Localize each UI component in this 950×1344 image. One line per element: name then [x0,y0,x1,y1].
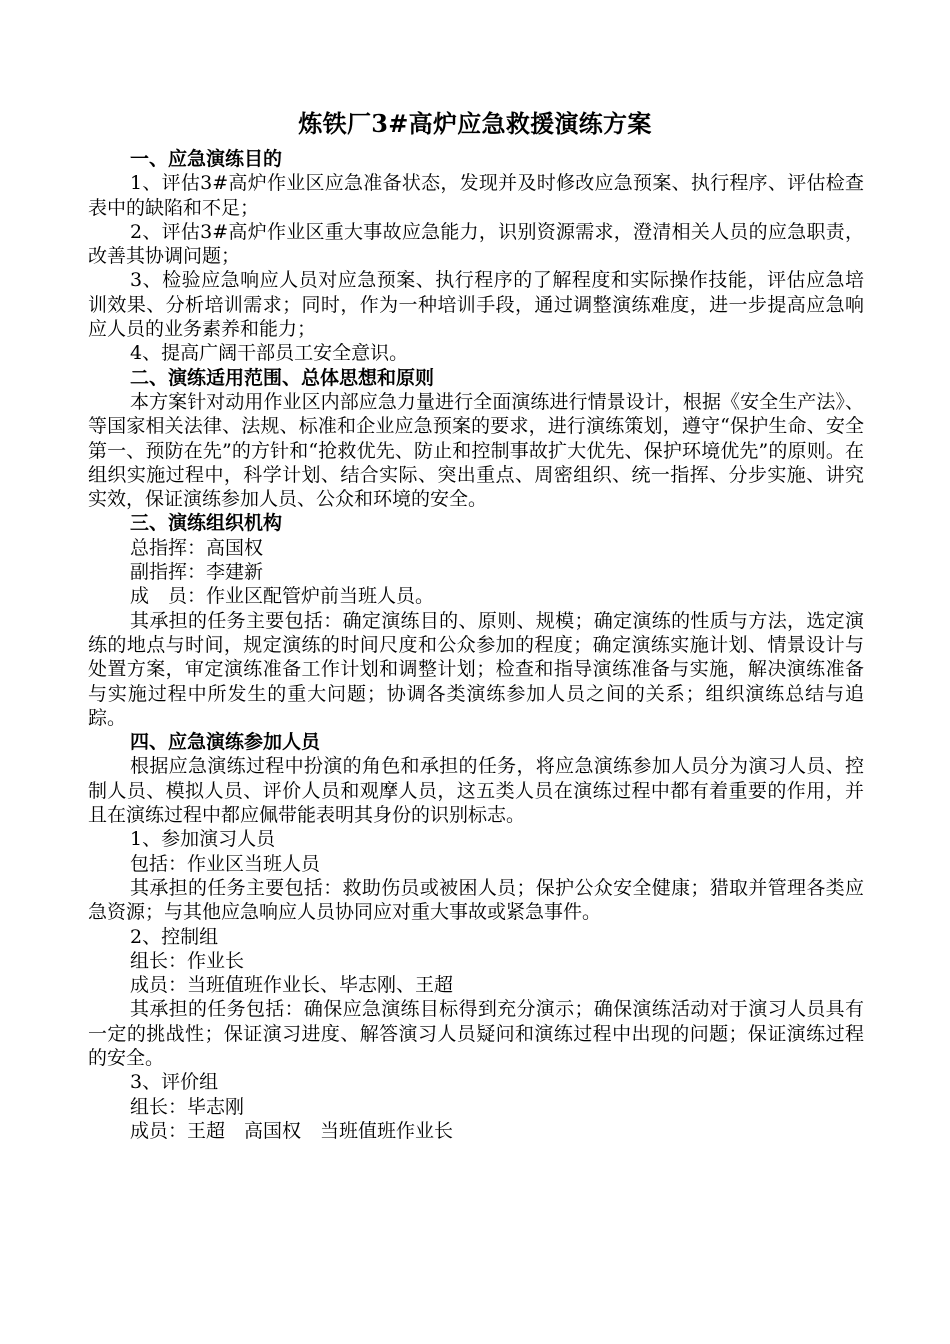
paragraph: 其承担的任务主要包括：救助伤员或被困人员；保护公众安全健康；猎取并管理各类应急资源；与其他应急响应人员协同应对重大事故或紧急事件。 [88,876,864,924]
paragraph: 2、评估3#高炉作业区重大事故应急能力，识别资源需求，澄清相关人员的应急职责，改善其协调问题； [88,220,864,268]
document-title: 炼铁厂3#高炉应急救援演练方案 [298,109,652,138]
paragraph: 副指挥：李建新 [130,561,264,584]
paragraph: 4、提高广阔干部员工安全意识。 [130,342,409,365]
paragraph: 1、评估3#高炉作业区应急准备状态，发现并及时修改应急预案、执行程序、评估检查表中的缺陷和不足； [88,172,864,219]
section-heading: 四、应急演练参加人员 [130,731,321,754]
paragraph: 包括：作业区当班人员 [130,852,321,875]
paragraph: 2、控制组 [130,925,219,948]
paragraph: 成员：当班值班作业长、毕志刚、王超 [130,974,454,997]
paragraph: 其承担的任务主要包括：确定演练目的、原则、规模；确定演练的性质与方法，选定演练的地点与时间，规定演练的时间尺度和公众参加的程度；确定演练实施计划、情景设计与处置方案，审定演练准备工作计划和调整计划；检查和指导演练准备与实施，解决演练准备与实施过程中所发生的重大问题；协调各类演练参加人员之间的关系；组织演练总结与追踪。 [88,609,864,729]
paragraph: 3、检验应急响应人员对应急预案、执行程序的了解程度和实际操作技能，评估应急培训效果、分析培训需求；同时，作为一种培训手段，通过调整演练难度，进一步提高应急响应人员的业务素养和能力； [88,269,864,341]
section-heading: 三、演练组织机构 [130,512,283,535]
paragraph: 组长：作业长 [130,949,245,972]
paragraph: 成 员：作业区配管炉前当班人员。 [130,585,435,608]
document-body [88,147,864,1143]
paragraph: 组长：毕志刚 [130,1095,245,1118]
paragraph: 根据应急演练过程中扮演的角色和承担的任务，将应急演练参加人员分为演习人员、控制人员、模拟人员、评价人员和观摩人员，这五类人员在演练过程中都有着重要的作用，并且在演练过程中都应佩带能表明其身份的识别标志。 [88,755,864,827]
paragraph: 3、评价组 [130,1071,219,1094]
paragraph: 1、参加演习人员 [130,828,276,851]
paragraph: 成员：王超 高国权 当班值班作业长 [130,1119,454,1142]
paragraph: 本方案针对动用作业区内部应急力量进行全面演练进行情景设计，根据《安全生产法》、等国家相关法律、法规、标准和企业应急预案的要求，进行演练策划，遵守“保护生命、安全第一、预防在先”的方针和“抢救优先、防止和控制事故扩大优先、保护环境优先”的原则。在组织实施过程中，科学计划、结合实际、突出重点、周密组织、统一指挥、分步实施、讲究实效，保证演练参加人员、公众和环境的安全。 [88,390,864,511]
section-heading: 一、应急演练目的 [130,148,283,170]
paragraph: 总指挥：高国权 [130,536,264,559]
paragraph: 其承担的任务包括：确保应急演练目标得到充分演示；确保演练活动对于演习人员具有一定的挑战性；保证演习进度、解答演习人员疑问和演练过程中出现的问题；保证演练过程的安全。 [88,998,864,1069]
section-heading: 二、演练适用范围、总体思想和原则 [130,366,435,389]
